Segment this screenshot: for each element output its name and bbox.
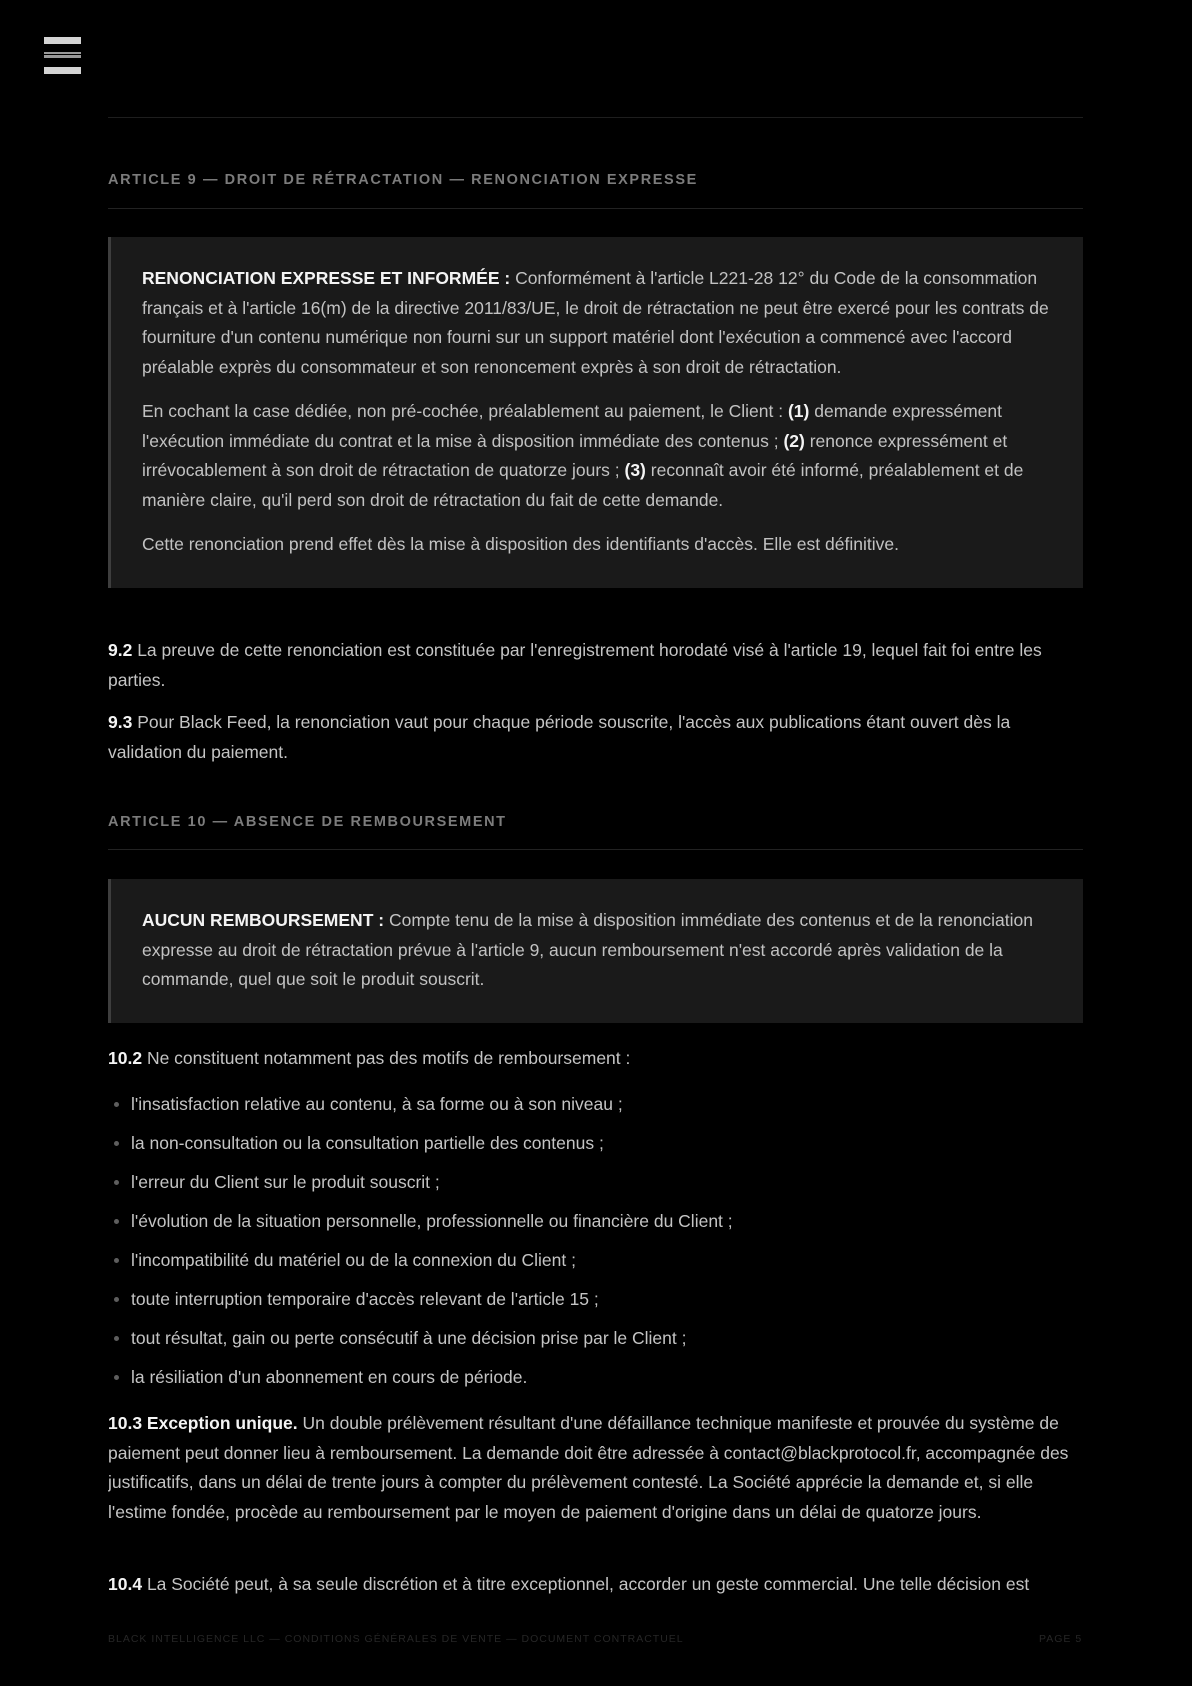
article-10-divider: [108, 849, 1083, 850]
section-label: 10.3 Exception unique.: [108, 1413, 298, 1433]
section-9-3: [108, 708, 1083, 767]
clause-number: (2): [783, 430, 805, 451]
callout-label: AUCUN REMBOURSEMENT :: [142, 910, 385, 930]
list-item: l'insatisfaction relative au contenu, à sa forme ou à son niveau ;: [108, 1093, 1083, 1132]
section-number: 10.2: [108, 1048, 143, 1068]
callout-paragraph-1: [142, 264, 1053, 382]
list-item: la non-consultation ou la consultation partielle des contenus ;: [108, 1132, 1083, 1171]
section-text: Ne constituent notamment pas des motifs de remboursement :: [146, 1048, 631, 1068]
menu-bar-top: [44, 37, 81, 44]
article-9-divider: [108, 208, 1083, 209]
callout-paragraph: [142, 906, 1053, 995]
section-10-3: [108, 1409, 1083, 1527]
article-9-title: ARTICLE 9 — DROIT DE RÉTRACTATION — RENONCIATION EXPRESSE: [108, 172, 698, 188]
article-9-callout: [108, 237, 1083, 588]
footer-document-title: BLACK INTELLIGENCE LLC — CONDITIONS GÉNÉRALES DE VENTE — DOCUMENT CONTRACTUEL: [108, 1633, 684, 1645]
list-item: toute interruption temporaire d'accès relevant de l'article 15 ;: [108, 1288, 1083, 1327]
section-text: Un double prélèvement résultant d'une défaillance technique manifeste et prouvée du système de paiement peut donner lieu à remboursement. La demande doit être adressée à contact@blackprotocol.fr, accompagnée des justificatifs, dans un délai de trente jours à compter du prélèvement contesté. La Société apprécie la demande et, si elle l'estime fondée, procède au remboursement par le moyen de paiement d'origine dans un délai de quatorze jours.: [108, 1413, 1069, 1522]
menu-bar-middle: [44, 52, 81, 58]
section-text: La preuve de cette renonciation est constituée par l'enregistrement horodaté visé à l'article 19, lequel fait foi entre les parties.: [108, 640, 1042, 690]
section-text: La Société peut, à sa seule discrétion et à titre exceptionnel, accorder un geste commercial. Une telle décision est: [146, 1574, 1030, 1594]
callout-paragraph-3: Cette renonciation prend effet dès la mise à disposition des identifiants d'accès. Elle est définitive.: [142, 534, 899, 554]
menu-bar-bottom: [44, 67, 81, 74]
list-item: l'incompatibilité du matériel ou de la connexion du Client ;: [108, 1249, 1083, 1288]
callout-text: Compte tenu de la mise à disposition immédiate des contenus et de la renonciation expresse au droit de rétractation prévue à l'article 9, aucun remboursement n'est accordé après validation de la commande, quel que soit le produit souscrit.: [142, 910, 1033, 989]
callout-label: RENONCIATION EXPRESSE ET INFORMÉE :: [142, 268, 511, 288]
list-item: l'évolution de la situation personnelle, professionnelle ou financière du Client ;: [108, 1210, 1083, 1249]
clause-text: demande expressément l'exécution immédiate du contrat et la mise à disposition immédiate des contenus ;: [142, 401, 1002, 451]
section-number: 9.2: [108, 640, 133, 660]
hamburger-menu-icon[interactable]: [44, 37, 81, 75]
footer-page-number: PAGE 5: [1039, 1633, 1083, 1645]
callout-intro: En cochant la case dédiée, non pré-cochée, préalablement au paiement, le Client :: [142, 401, 784, 421]
section-9-2: [108, 636, 1083, 695]
clause-text: reconnaît avoir été informé, préalablement et de manière claire, qu'il perd son droit de rétractation du fait de cette demande.: [142, 460, 1024, 510]
clause-text: renonce expressément et irrévocablement à son droit de rétractation de quatorze jours ;: [142, 430, 1008, 480]
document-content: [108, 0, 1083, 1596]
list-item: l'erreur du Client sur le produit souscrit ;: [108, 1171, 1083, 1210]
section-10-2: [108, 1044, 1083, 1074]
section-number: 9.3: [108, 712, 133, 732]
list-item: tout résultat, gain ou perte consécutif à une décision prise par le Client ;: [108, 1327, 1083, 1366]
section-text: Pour Black Feed, la renonciation vaut pour chaque période souscrite, l'accès aux publications étant ouvert dès la validation du paiement.: [108, 712, 1011, 762]
callout-text: Conformément à l'article L221-28 12° du Code de la consommation français et à l'article 16(m) de la directive 2011/83/UE, le droit de rétractation ne peut être exercé pour les contrats de fourniture d'un contenu numérique non fourni sur un support matériel dont l'exécution a commencé avec l'accord préalable exprès du consommateur et son renoncement exprès à son droit de rétractation.: [142, 268, 1049, 377]
article-10-title: ARTICLE 10 — ABSENCE DE REMBOURSEMENT: [108, 814, 507, 830]
section-number: 10.4: [108, 1574, 143, 1594]
callout-paragraph-2: [142, 397, 1053, 515]
non-refund-reasons-list: [108, 1093, 1083, 1405]
list-item: la résiliation d'un abonnement en cours de période.: [108, 1366, 1083, 1405]
clause-number: (3): [624, 460, 646, 480]
clause-number: (1): [787, 401, 810, 421]
article-10-callout: [108, 879, 1083, 1023]
section-10-4: [108, 1570, 1083, 1596]
